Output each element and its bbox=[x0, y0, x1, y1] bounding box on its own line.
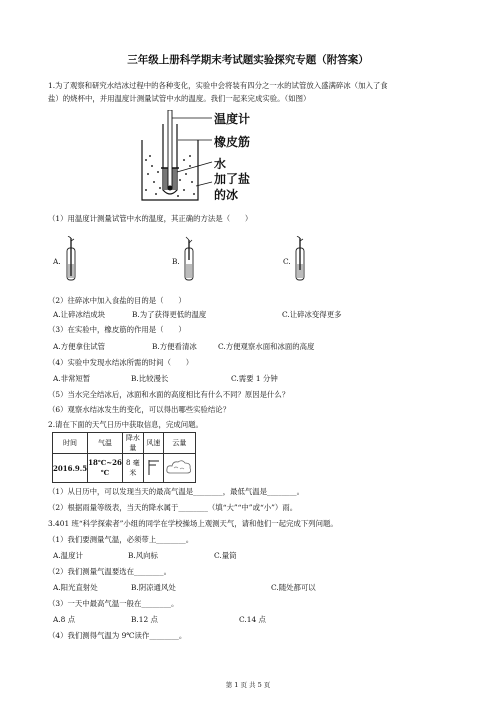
fig-label-salted-ice-1: 加了盐 bbox=[214, 172, 251, 186]
cell-temperature-line2: ℃ bbox=[100, 468, 110, 477]
fig-label-rubber-band: 橡皮筋 bbox=[214, 135, 251, 149]
q2-sub1: （1）从日历中，可以发现当天的最高气温是________，最低气温是________。 bbox=[48, 487, 304, 496]
cell-precipitation: 8 毫米 bbox=[122, 454, 143, 483]
fig-label-thermometer: 温度计 bbox=[214, 112, 251, 126]
q1-sub2-option-a: A.让碎冰结成块 bbox=[53, 310, 106, 319]
q3-sub4: （4）我们测得气温为 9℃读作________。 bbox=[48, 631, 187, 640]
q1-sub3-option-b: B.方便看清冰 bbox=[152, 342, 197, 351]
cloud-icon bbox=[165, 458, 193, 476]
cell-temperature-line1: 18℃~26 bbox=[88, 458, 122, 467]
cell-date: 2016.9.5 bbox=[53, 454, 88, 483]
q1-sub1-option-c: C. bbox=[283, 257, 291, 266]
q3-sub1-option-a: A.温度计 bbox=[53, 551, 83, 560]
header-temperature: 气温 bbox=[88, 433, 123, 454]
q3-sub2-option-c: C.随处都可以 bbox=[271, 583, 316, 592]
q1-sub2-option-b: B.为了获得更低的温度 bbox=[132, 310, 207, 319]
cell-cloud-symbol bbox=[163, 454, 195, 483]
header-wind-speed: 风速 bbox=[143, 433, 163, 454]
q3-stem: 3.401 班“科学探索者”小组的同学在学校操场上观测天气，请和他们一起完成下列问题。 bbox=[48, 519, 338, 528]
page-footer: 第 1 页 共 5 页 bbox=[225, 681, 271, 689]
q1-sub4-option-b: B.比较漫长 bbox=[131, 374, 169, 383]
header-time: 时间 bbox=[53, 433, 88, 454]
weather-calendar-table bbox=[52, 432, 196, 483]
table-header-row bbox=[53, 433, 196, 454]
q3-sub1-option-b: B.风向标 bbox=[128, 551, 158, 560]
q3-sub3-option-c: C.14 点 bbox=[239, 615, 266, 624]
header-precipitation: 降水量 bbox=[122, 433, 143, 454]
tube-option-c-image bbox=[291, 236, 309, 282]
fig-label-salted-ice-2: 的冰 bbox=[214, 188, 239, 202]
q1-sub3-option-a: A.方便拿住试管 bbox=[53, 342, 106, 351]
q1-stem-line1: 1.为了观察和研究水结冰过程中的各种变化，实验中会将装有四分之一水的试管放入盛满碎冰（加入了食 bbox=[48, 81, 388, 90]
q1-stem-line2: 盐）的烧杯中，并用温度计测量试管中水的温度。我们一起来完成实验。（如图） bbox=[48, 94, 311, 103]
q3-sub1-option-c: C.量筒 bbox=[214, 551, 237, 560]
q1-sub6: （6）观察水结冰发生的变化，可以得出哪些实验结论？ bbox=[48, 405, 231, 414]
tube-option-b-image bbox=[180, 236, 198, 282]
q1-sub1: （1）用温度计测量试管中水的温度，其正确的方法是（ ） bbox=[48, 214, 253, 223]
q3-sub2: （2）我们测量气温要选在________。 bbox=[48, 567, 171, 576]
cell-wind-symbol bbox=[143, 454, 163, 483]
q1-sub3: （3）在实验中，橡皮筋的作用是（ ） bbox=[48, 325, 186, 334]
q2-stem: 2.请在下面的天气日历中获取信息，完成问题。 bbox=[48, 420, 203, 429]
q3-sub2-option-b: B.阴凉通风处 bbox=[131, 583, 176, 592]
q2-sub2: （2）根据雨量等级表，当天的降水属于________（填“大”“中”或“小”）雨。 bbox=[48, 503, 298, 512]
q1-sub1-option-a: A. bbox=[53, 257, 61, 266]
q1-sub2: （2）往碎冰中加入食盐的目的是（ ） bbox=[48, 296, 186, 305]
table-row bbox=[53, 454, 196, 483]
q3-sub3: （3）一天中最高气温一般在________。 bbox=[48, 599, 179, 608]
q1-sub4: （4）实验中发现水结冰所需的时间（ ） bbox=[48, 358, 194, 367]
tube-option-a-image bbox=[62, 236, 80, 282]
header-cloud-cover: 云量 bbox=[163, 433, 195, 454]
q3-sub2-option-a: A.阳光直射处 bbox=[53, 583, 98, 592]
fig-label-water: 水 bbox=[214, 157, 227, 171]
q1-sub1-option-b: B. bbox=[172, 257, 180, 266]
q1-sub5: （5）当水完全结冰后，冰面和水面的高度相比有什么不同？原因是什么？ bbox=[48, 390, 290, 399]
q1-sub4-option-c: C.需要 1 分钟 bbox=[231, 374, 278, 383]
q1-sub3-option-c: C.方便观察水面和冰面的高度 bbox=[218, 342, 315, 351]
q3-sub3-option-b: B.12 点 bbox=[131, 615, 158, 624]
wind-flag-icon bbox=[145, 458, 161, 476]
q1-sub4-option-a: A.非常短暂 bbox=[53, 374, 91, 383]
q3-sub1: （1）我们要测量气温，必须带上________。 bbox=[48, 535, 194, 544]
q3-sub3-option-a: A.8 点 bbox=[53, 615, 76, 624]
cell-temperature bbox=[88, 454, 123, 483]
q1-sub2-option-c: C.让碎冰变得更多 bbox=[282, 310, 342, 319]
page-title: 三年级上册科学期末考试题实验探究专题（附答案） bbox=[127, 54, 369, 66]
